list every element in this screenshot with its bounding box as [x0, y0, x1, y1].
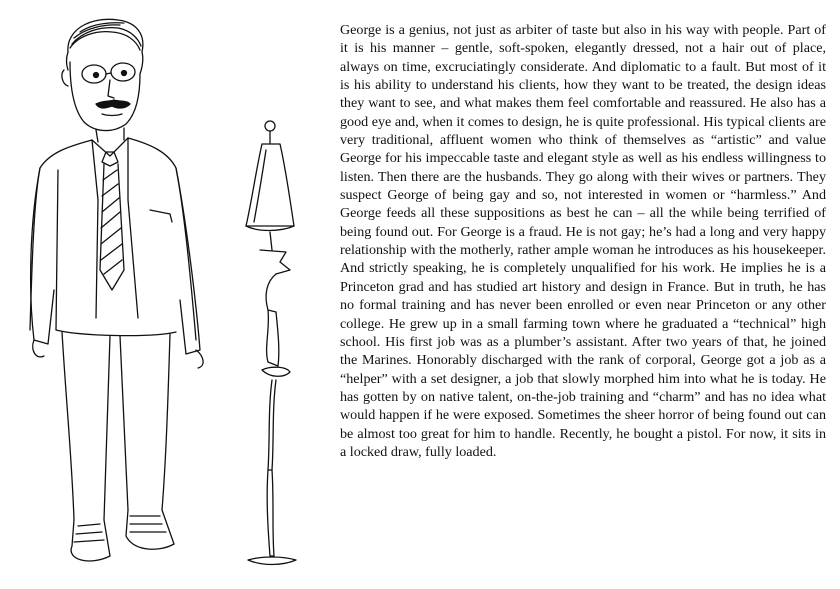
george-illustration: [0, 0, 330, 589]
shoes-drawing: [71, 510, 174, 561]
tie-drawing: [100, 152, 124, 290]
face-drawing: [62, 62, 140, 131]
story-text: George is a genius, not just as arbiter of taste but also in his way with people. Part of it is his manner – gentle, soft-spoken, elegantly dressed, not a hair out of place, always on time, excruciatingly considerate. And diplomatic to a fault. But most of it is his ability to understand his clients, how they want to be treated, the design ideas they want to see, and what makes them feel comfortable and reassured. He also has a good eye and, when it comes to design, he is quite professional. His typical clients are very traditional, affluent women who think of themselves as “artistic” and value George for his impeccable taste and elegant style as well as his endless willingness to listen. Then there are the husbands. They go along with their wives or partners. They suspect George of being gay and so, not interested in women or “harmless.” And George feeds all these suppositions as best he can – all the while being terrified of being found out. For George is a fraud. He is not gay; he’s had a long and very happy relationship with the motherly, rather ample woman he introduces as his housekeeper. And strictly speaking, he is completely unqualified for his work. He implies he is a Princeton grad and has studied art history and design in France. But in truth, he has no formal training and has never been enrolled or even near Princeton or any other college. He grew up in a small farming town where he graduated a “technical” high school. His first job was as a plumber’s assistant. After two years of that, he joined the Marines. Honorably discharged with the rank of corporal, George got a job as a “helper” with a set designer, a job that slowly morphed him into what he is today. He has gotten by on native talent, on-the-job training and “charm” and has no idea what would happen if he were exposed. Sometimes the sheer horror of being found out can be almost too great for him to handle. Recently, he bought a pistol. For now, it sits in a locked draw, fully loaded.: [340, 22, 826, 460]
trousers-drawing: [62, 332, 170, 520]
lamp-sculpture-drawing: [246, 121, 296, 565]
jacket-drawing: [30, 138, 203, 368]
